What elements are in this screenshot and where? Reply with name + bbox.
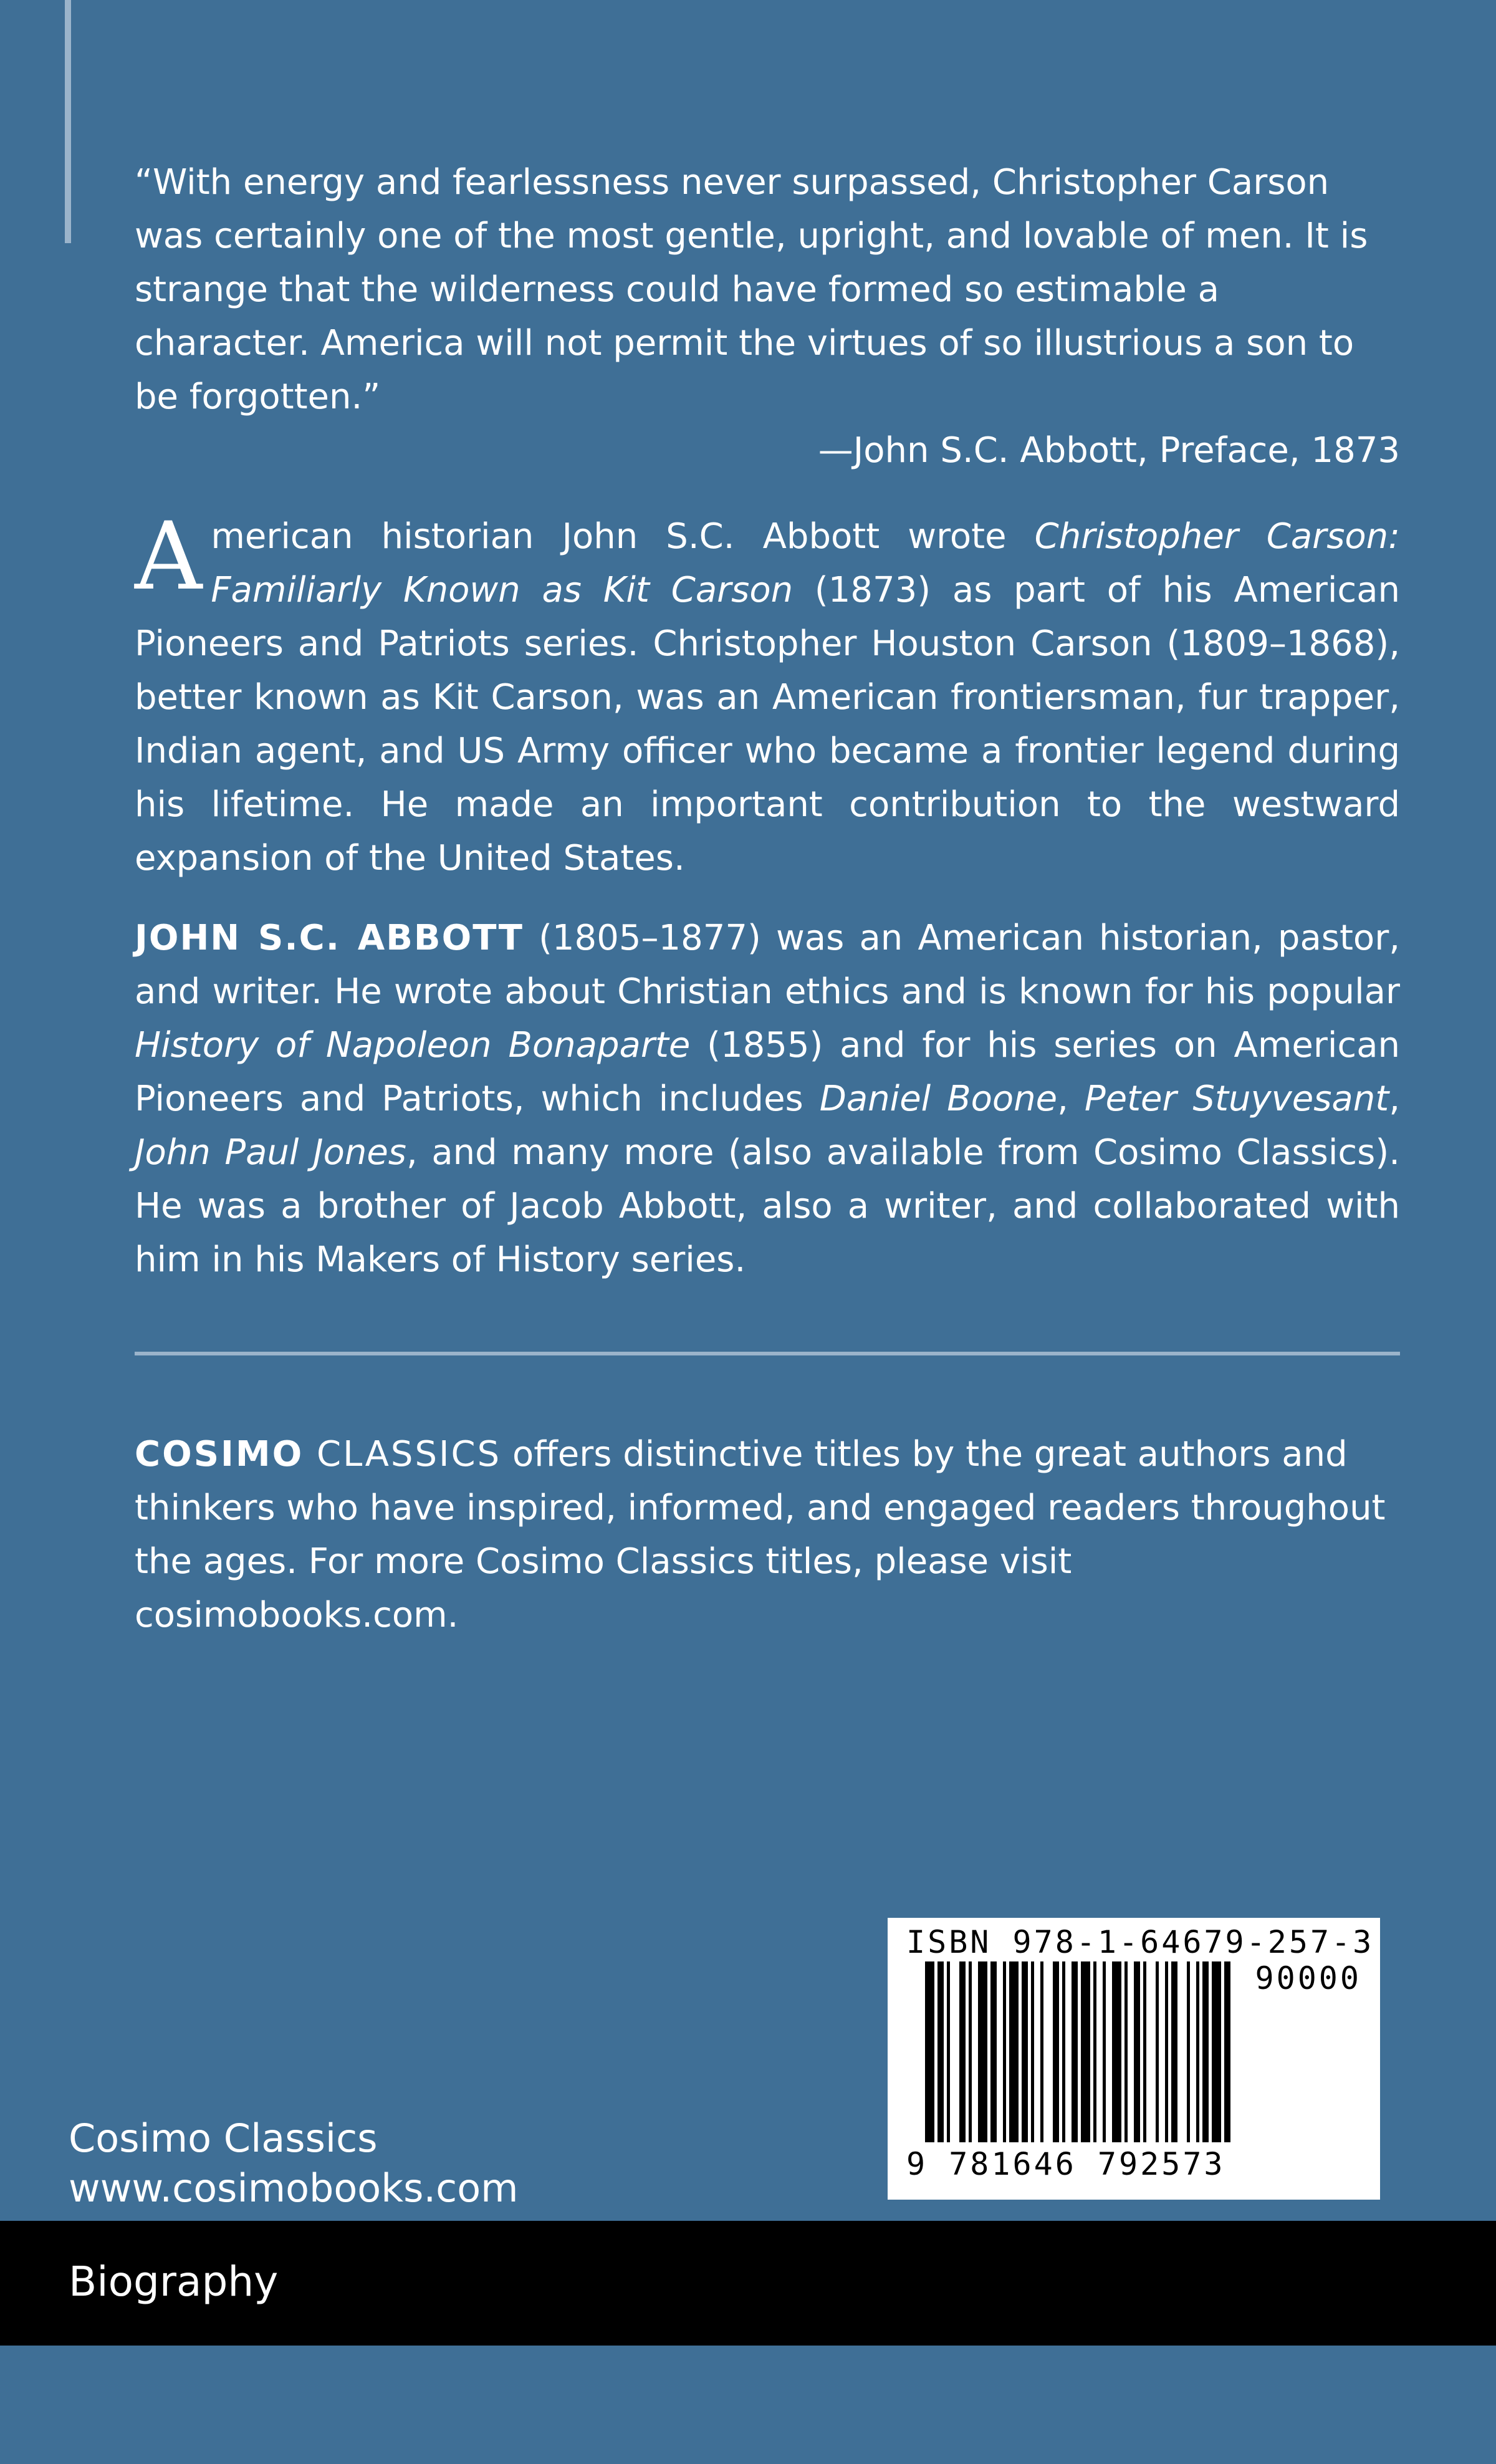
imprint-url: www.cosimobooks.com xyxy=(69,2165,519,2211)
barcode-bar xyxy=(1093,1961,1096,2142)
bio-sep-2: , xyxy=(1389,1079,1400,1119)
section-divider xyxy=(135,1352,1400,1355)
barcode-bar xyxy=(947,1961,950,2142)
publisher-brand-rest: CLASSICS xyxy=(304,1434,502,1475)
barcode-bar xyxy=(1053,1961,1059,2142)
imprint-name: Cosimo Classics xyxy=(69,2115,378,2161)
barcode-bar xyxy=(1072,1961,1078,2142)
author-name: JOHN S.C. ABBOTT xyxy=(135,918,524,958)
bio-book-2: Daniel Boone xyxy=(819,1079,1058,1119)
barcode-bar xyxy=(1031,1961,1034,2142)
barcode-bar xyxy=(1022,1961,1028,2142)
barcode-bar xyxy=(1103,1961,1106,2142)
barcode-bar xyxy=(1003,1961,1006,2142)
barcode-bar xyxy=(1081,1961,1090,2142)
description-lead: merican historian John S.C. Abbott wrote xyxy=(211,516,1035,557)
barcode-bar xyxy=(1134,1961,1140,2142)
bio-book-1: History of Napoleon Bonaparte xyxy=(135,1025,691,1066)
author-bio xyxy=(135,912,1400,1287)
publisher-text: offers distinctive titles by the great authors and thinkers who have inspired, informed, and engaged readers throughout the ages. For more Cosimo Classics titles, please visit cosimobooks.com. xyxy=(135,1434,1386,1635)
barcode-bar xyxy=(1202,1961,1209,2142)
drop-cap: A xyxy=(135,503,203,611)
barcode-bar xyxy=(1062,1961,1065,2142)
isbn-text: ISBN 978-1-64679-257-3 xyxy=(906,1924,1374,1960)
barcode-bar xyxy=(1124,1961,1128,2142)
category-band xyxy=(0,2221,1496,2346)
barcode-bar xyxy=(1040,1961,1043,2142)
description-rest: (1873) as part of his American Pioneers and Patriots series. Christopher Houston Carson (1809–1868), better known as Kit Carson, was an American frontiersman, fur trapper, Indian agent, and US Army officer who became a frontier legend during his lifetime. He made an important contribution to the westward expansion of the United States. xyxy=(135,570,1401,878)
book-title: Christopher Carson: Familiarly Known as Kit Carson xyxy=(211,516,1400,610)
barcode-bar xyxy=(1224,1961,1230,2142)
barcode-bar xyxy=(1196,1961,1199,2142)
book-description xyxy=(135,503,1401,885)
barcode-bar xyxy=(925,1961,934,2142)
bio-text-2: (1855) and for his series on American Pioneers and Patriots, which includes xyxy=(135,1025,1401,1119)
barcode-icon xyxy=(925,1961,1324,2149)
bio-sep-1: , xyxy=(1057,1079,1085,1119)
publisher-blurb xyxy=(135,1428,1400,1642)
barcode-bar xyxy=(969,1961,972,2142)
ean-text: 9 781646 792573 xyxy=(906,2146,1225,2182)
publisher-brand-bold: COSIMO xyxy=(135,1434,304,1475)
bio-book-4: John Paul Jones xyxy=(135,1132,406,1173)
barcode-bar xyxy=(1212,1961,1221,2142)
bio-book-3: Peter Stuyvesant xyxy=(1084,1079,1389,1119)
bio-text-1: (1805–1877) was an American historian, pastor, and writer. He wrote about Christian ethics and is known for his popular xyxy=(135,918,1401,1012)
barcode-bar xyxy=(1187,1961,1190,2142)
barcode-label xyxy=(888,1918,1380,2200)
epigraph-quote: “With energy and fearlessness never surpassed, Christopher Carson was certainly one of the most gentle, upright, and lovable of men. It is strange that the wilderness could have formed so estimable a character. America will not permit the virtues of so illustrious a son to be forgotten.” xyxy=(135,162,1368,417)
epigraph-attribution: —John S.C. Abbott, Preface, 1873 xyxy=(818,430,1400,471)
barcode-bar xyxy=(978,1961,987,2142)
barcode-bar xyxy=(1009,1961,1019,2142)
decorative-spine-line xyxy=(65,0,71,243)
barcode-bar xyxy=(1171,1961,1177,2142)
imprint xyxy=(69,2114,519,2213)
barcode-bar xyxy=(1143,1961,1146,2142)
barcode-bar xyxy=(990,1961,997,2142)
bio-text-3: , and many more (also available from Cosimo Classics). He was a brother of Jacob Abbott, also a writer, and collaborated with him in his Makers of History series. xyxy=(135,1132,1400,1280)
barcode-bar xyxy=(959,1961,966,2142)
epigraph xyxy=(135,156,1400,478)
barcode-bar xyxy=(1112,1961,1121,2142)
barcode-bar xyxy=(937,1961,944,2142)
price-code: 90000 xyxy=(1255,1960,1361,1996)
barcode-bar xyxy=(1156,1961,1159,2142)
category-label: Biography xyxy=(69,2258,279,2306)
barcode-bar xyxy=(1165,1961,1168,2142)
